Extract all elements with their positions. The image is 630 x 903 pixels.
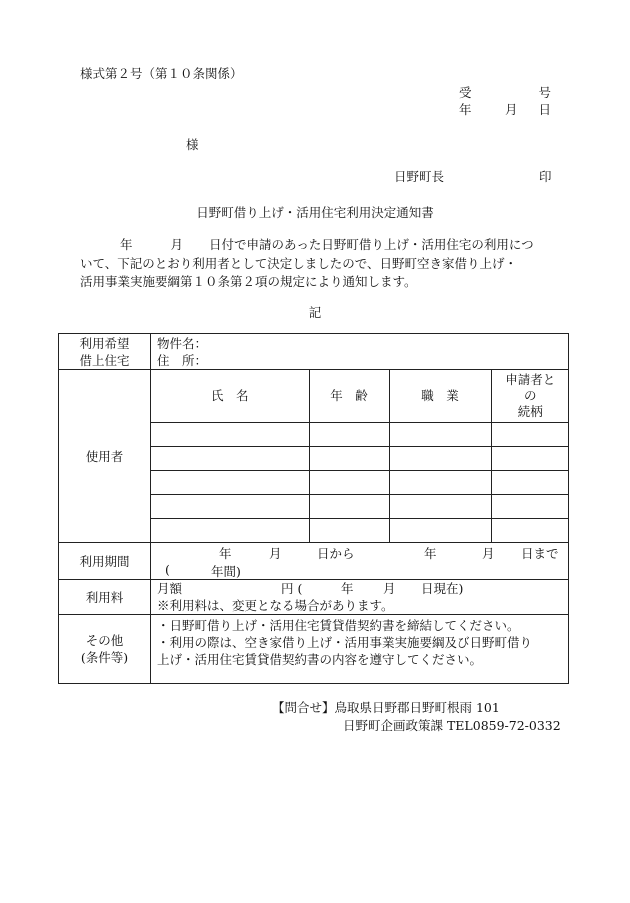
receipt-label-1: 受 bbox=[459, 85, 472, 100]
housing-value bbox=[151, 334, 569, 370]
housing-label: 利用希望 借上住宅 bbox=[59, 334, 151, 370]
col-job-header: 職 業 bbox=[389, 370, 491, 423]
ki-heading: 記 bbox=[308, 305, 322, 320]
user-age-cell[interactable] bbox=[309, 471, 389, 495]
user-age-cell[interactable] bbox=[309, 447, 389, 471]
other-label: その他 (条件等) bbox=[59, 615, 151, 684]
decision-table bbox=[58, 333, 569, 684]
sender: 日野町長 bbox=[394, 169, 445, 184]
period-value[interactable] bbox=[151, 543, 569, 580]
period-row bbox=[59, 543, 569, 580]
date-year: 年 bbox=[459, 102, 472, 117]
fee-row bbox=[59, 580, 569, 615]
period-label: 利用期間 bbox=[59, 543, 151, 580]
contact-address: 【問合せ】鳥取県日野郡日野町根雨 101 bbox=[272, 700, 500, 715]
date-month: 月 bbox=[505, 102, 518, 117]
user-age-cell[interactable] bbox=[309, 423, 389, 447]
user-name-cell[interactable] bbox=[151, 495, 309, 519]
address-field[interactable]: 住 所： bbox=[157, 352, 208, 368]
condition-1: ・日野町借り上げ・活用住宅賃貸借契約書を締結してください。 bbox=[157, 618, 520, 633]
receipt-label-2: 号 bbox=[538, 85, 551, 100]
user-relation-cell[interactable] bbox=[491, 423, 569, 447]
users-header-row bbox=[151, 370, 569, 423]
addressee: 様 bbox=[186, 137, 199, 152]
fee-value[interactable] bbox=[151, 580, 569, 615]
users-row bbox=[59, 370, 569, 543]
table-row bbox=[151, 471, 569, 495]
table-row bbox=[151, 495, 569, 519]
property-name-field[interactable]: 物件名： bbox=[157, 335, 208, 351]
user-relation-cell[interactable] bbox=[491, 519, 569, 543]
other-row bbox=[59, 615, 569, 684]
form-number: 様式第２号（第１０条関係） bbox=[80, 66, 243, 81]
user-name-cell[interactable] bbox=[151, 519, 309, 543]
fee-amount-line: 月額 円 ( 年 月 日現在) bbox=[157, 581, 464, 596]
user-name-cell[interactable] bbox=[151, 423, 309, 447]
user-relation-cell[interactable] bbox=[491, 495, 569, 519]
period-range: 年 月 日から 年 月 日まで bbox=[219, 546, 559, 561]
seal-mark: 印 bbox=[539, 169, 552, 184]
table-row bbox=[151, 423, 569, 447]
other-conditions bbox=[151, 615, 569, 684]
table-row bbox=[151, 519, 569, 543]
col-age-header: 年 齢 bbox=[309, 370, 389, 423]
user-relation-cell[interactable] bbox=[491, 447, 569, 471]
user-job-cell[interactable] bbox=[389, 423, 491, 447]
fee-note: ※利用料は、変更となる場合があります。 bbox=[157, 598, 394, 613]
document-title: 日野町借り上げ・活用住宅利用決定通知書 bbox=[196, 205, 434, 220]
period-duration: ( 年間) bbox=[165, 562, 241, 579]
users-label: 使用者 bbox=[59, 370, 151, 543]
col-name-header: 氏 名 bbox=[151, 370, 309, 423]
notice-body bbox=[80, 236, 554, 292]
users-grid-cell bbox=[151, 370, 569, 543]
user-age-cell[interactable] bbox=[309, 519, 389, 543]
user-name-cell[interactable] bbox=[151, 447, 309, 471]
users-grid bbox=[151, 370, 569, 542]
condition-3: 上げ・活用住宅賃貸借契約書の内容を遵守してください。 bbox=[157, 652, 483, 667]
user-job-cell[interactable] bbox=[389, 519, 491, 543]
user-job-cell[interactable] bbox=[389, 495, 491, 519]
user-job-cell[interactable] bbox=[389, 471, 491, 495]
condition-2: ・利用の際は、空き家借り上げ・活用事業実施要綱及び日野町借り bbox=[157, 635, 533, 650]
user-name-cell[interactable] bbox=[151, 471, 309, 495]
fee-label: 利用料 bbox=[59, 580, 151, 615]
housing-row bbox=[59, 334, 569, 370]
user-age-cell[interactable] bbox=[309, 495, 389, 519]
body-line-2: いて、下記のとおり利用者として決定しましたので、日野町空き家借り上げ・ bbox=[80, 255, 518, 271]
body-line-3: 活用事業実施要綱第１０条第２項の規定により通知します。 bbox=[80, 274, 417, 289]
contact-department: 日野町企画政策課 TEL0859-72-0332 bbox=[343, 718, 561, 733]
col-relation-header: 申請者と の 続柄 bbox=[491, 370, 569, 423]
table-row bbox=[151, 447, 569, 471]
user-job-cell[interactable] bbox=[389, 447, 491, 471]
body-line-1: 年 月 日付で申請のあった日野町借り上げ・活用住宅の利用につ bbox=[120, 237, 534, 252]
user-relation-cell[interactable] bbox=[491, 471, 569, 495]
date-day: 日 bbox=[538, 102, 551, 117]
